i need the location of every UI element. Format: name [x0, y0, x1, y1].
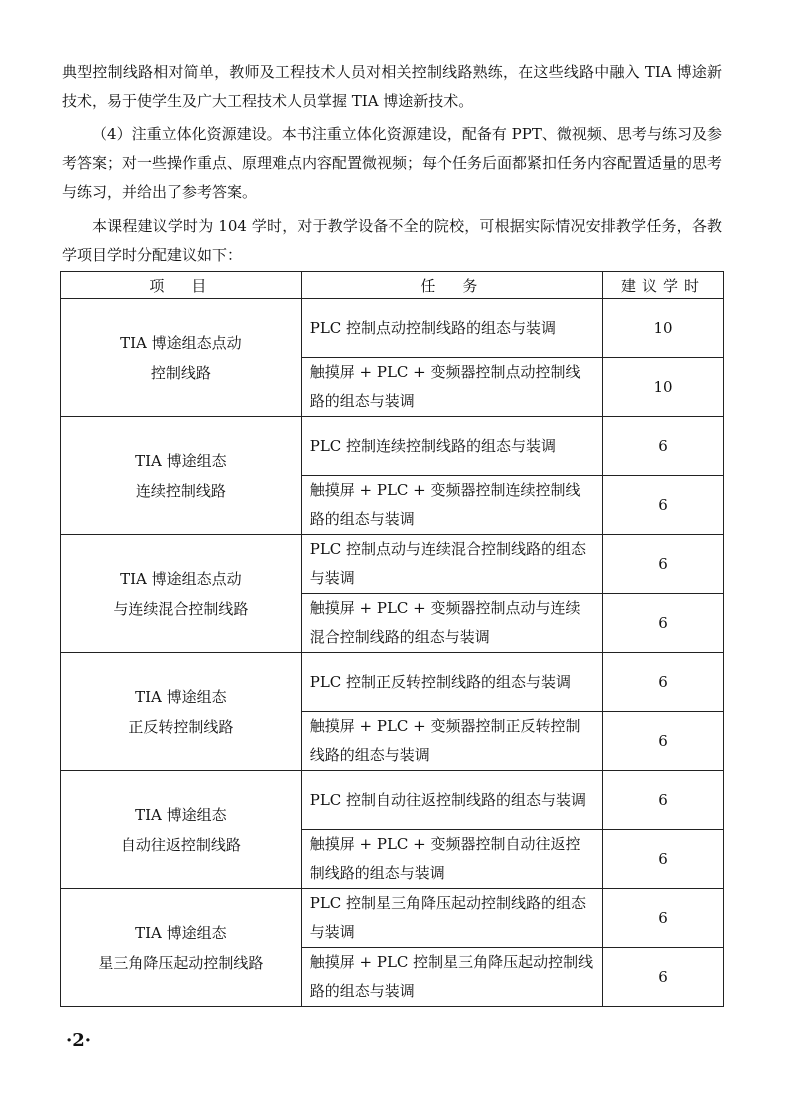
hours-cell: 6 [603, 535, 724, 594]
task-cell: PLC 控制正反转控制线路的组态与装调 [301, 653, 602, 712]
project-name-line1: TIA 博途组态点动 [120, 333, 242, 352]
task-cell: 触摸屏 + PLC + 变频器控制自动往返控制线路的组态与装调 [301, 830, 602, 889]
hours-cell: 6 [603, 712, 724, 771]
header-hours: 建议学时 [603, 272, 724, 299]
project-name-line2: 星三角降压起动控制线路 [98, 953, 264, 972]
table-row [61, 889, 724, 948]
task-cell: 触摸屏 + PLC + 变频器控制点动与连续混合控制线路的组态与装调 [301, 594, 602, 653]
page-number: ·2· [66, 1030, 92, 1051]
project-cell [61, 417, 302, 535]
project-name-line1: TIA 博途组态 [135, 687, 227, 706]
hours-cell: 6 [603, 889, 724, 948]
task-cell: PLC 控制连续控制线路的组态与装调 [301, 417, 602, 476]
project-name-line1: TIA 博途组态 [135, 923, 227, 942]
paragraph-text: （4）注重立体化资源建设。本书注重立体化资源建设，配备有 PPT、微视频、思考与练习及参考答案；对一些操作重点、原理难点内容配置微视频；每个任务后面都紧扣任务内容配置适量的思考与练习，并给出了参考答案。 [62, 125, 723, 201]
project-name-line2: 控制线路 [150, 363, 211, 382]
hours-cell: 6 [603, 653, 724, 712]
paragraph-text: 典型控制线路相对简单，教师及工程技术人员对相关控制线路熟练，在这些线路中融入 TIA 博途新技术，易于使学生及广大工程技术人员掌握 TIA 博途新技术。 [62, 63, 722, 110]
table-row [61, 535, 724, 594]
paragraph-text: 本课程建议学时为 104 学时，对于教学设备不全的院校，可根据实际情况安排教学任务，各教学项目学时分配建议如下： [62, 217, 722, 264]
project-cell [61, 299, 302, 417]
hours-cell: 10 [603, 299, 724, 358]
task-cell: 触摸屏 + PLC + 变频器控制正反转控制线路的组态与装调 [301, 712, 602, 771]
project-name-line2: 自动往返控制线路 [120, 835, 241, 854]
task-cell: 触摸屏 + PLC 控制星三角降压起动控制线路的组态与装调 [301, 948, 602, 1007]
hours-cell: 6 [603, 476, 724, 535]
hours-cell: 6 [603, 594, 724, 653]
table-row [61, 417, 724, 476]
hours-allocation-table [60, 271, 724, 1007]
task-cell: PLC 控制点动与连续混合控制线路的组态与装调 [301, 535, 602, 594]
table-row [61, 299, 724, 358]
project-name-line1: TIA 博途组态 [135, 805, 227, 824]
hours-cell: 6 [603, 417, 724, 476]
task-cell: 触摸屏 + PLC + 变频器控制连续控制线路的组态与装调 [301, 476, 602, 535]
project-name-line2: 与连续混合控制线路 [113, 599, 249, 618]
table-row [61, 653, 724, 712]
intro-paragraph-3 [62, 212, 722, 270]
project-name-line2: 正反转控制线路 [128, 717, 234, 736]
intro-paragraph-2 [62, 120, 722, 207]
hours-cell: 6 [603, 830, 724, 889]
header-task: 任 务 [301, 272, 602, 299]
task-cell: PLC 控制自动往返控制线路的组态与装调 [301, 771, 602, 830]
project-name-line1: TIA 博途组态 [135, 451, 227, 470]
project-cell [61, 771, 302, 889]
task-cell: PLC 控制点动控制线路的组态与装调 [301, 299, 602, 358]
table-header-row [61, 272, 724, 299]
project-name-line1: TIA 博途组态点动 [120, 569, 242, 588]
header-project: 项 目 [61, 272, 302, 299]
hours-cell: 6 [603, 771, 724, 830]
project-cell [61, 653, 302, 771]
project-cell [61, 535, 302, 653]
task-cell: 触摸屏 + PLC + 变频器控制点动控制线路的组态与装调 [301, 358, 602, 417]
table-row [61, 771, 724, 830]
project-cell [61, 889, 302, 1007]
intro-paragraph-1 [62, 58, 722, 116]
task-cell: PLC 控制星三角降压起动控制线路的组态与装调 [301, 889, 602, 948]
hours-cell: 6 [603, 948, 724, 1007]
project-name-line2: 连续控制线路 [135, 481, 226, 500]
hours-cell: 10 [603, 358, 724, 417]
